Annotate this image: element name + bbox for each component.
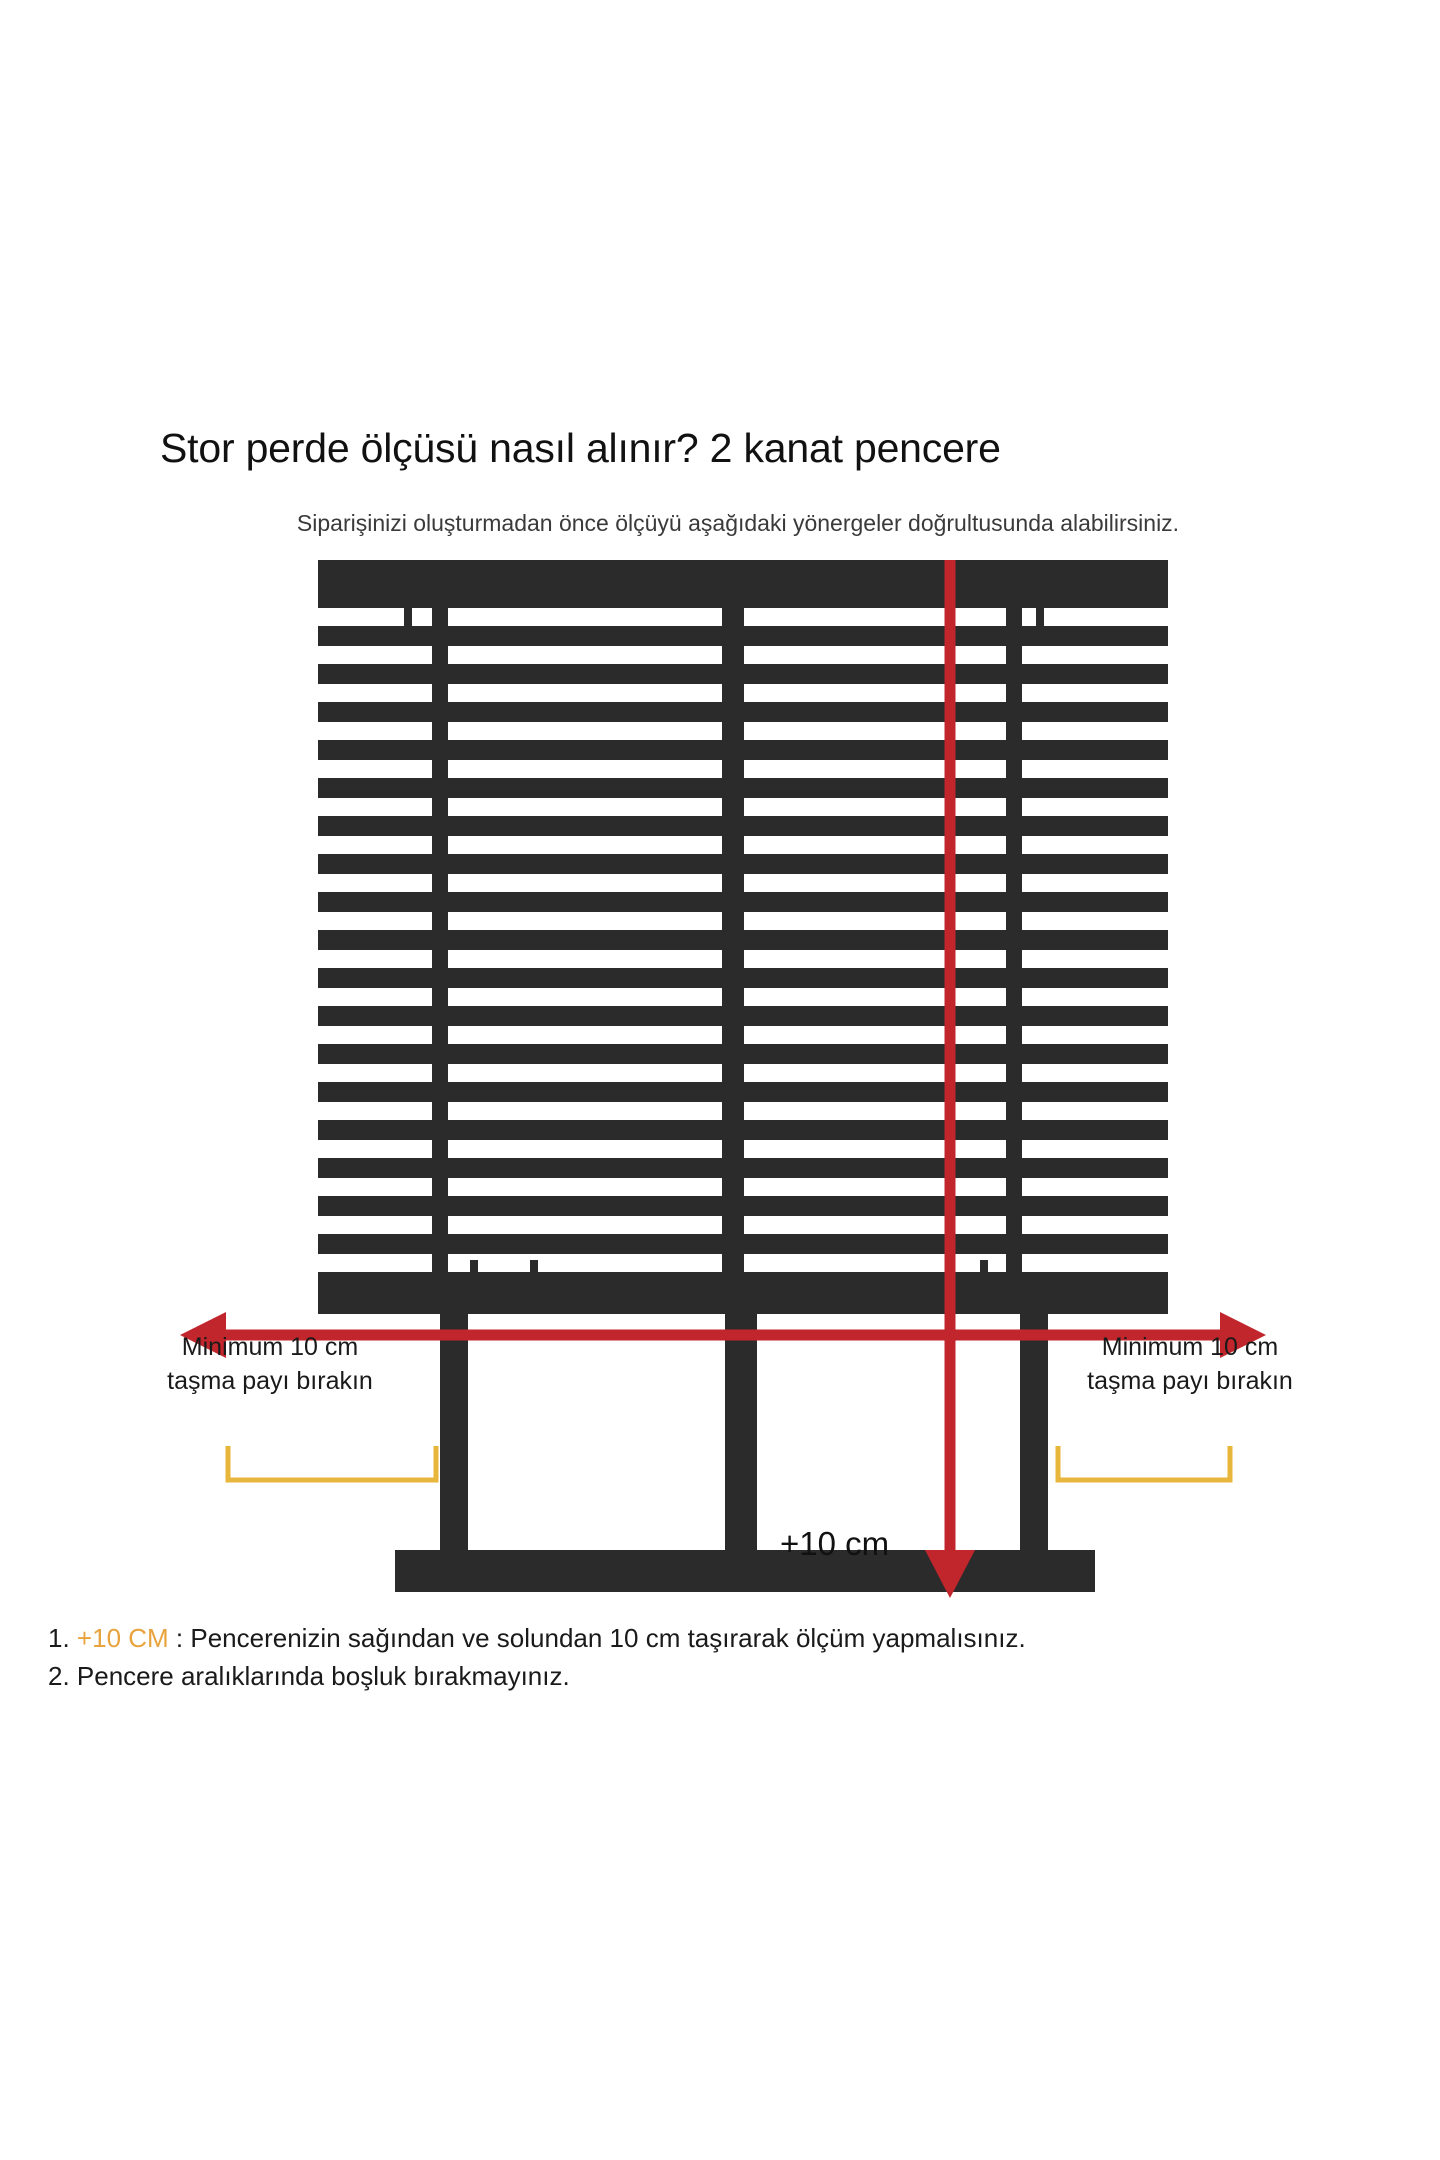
note-1-text: : Pencerenizin sağından ve solundan 10 cm taşırarak ölçüm yapmalısınız.	[168, 1623, 1026, 1653]
left-overhang-label-line1: Minimum 10 cm	[181, 1333, 359, 1361]
window-blind-diagram	[0, 560, 1440, 1620]
left-overhang-label	[120, 1330, 420, 1398]
page-title: Stor perde ölçüsü nasıl alınır? 2 kanat pencere	[160, 425, 1001, 472]
note-1-number: 1.	[48, 1623, 70, 1653]
note-item-1	[48, 1620, 1408, 1658]
left-overhang-label-line2: taşma payı bırakın	[167, 1367, 373, 1395]
bottom-overhang-label: +10 cm	[780, 1525, 890, 1562]
right-overhang-label	[1040, 1330, 1340, 1398]
right-overhang-label-line1: Minimum 10 cm	[1101, 1333, 1279, 1361]
note-1-highlight: +10 CM	[76, 1623, 169, 1653]
right-overhang-label-line2: taşma payı bırakın	[1087, 1367, 1293, 1395]
note-item-2: 2. Pencere aralıklarında boşluk bırakmayınız.	[48, 1660, 570, 1691]
page-subtitle: Siparişinizi oluşturmadan önce ölçüyü aşağıdaki yönergeler doğrultusunda alabilirsiniz.	[296, 510, 1180, 536]
instruction-notes	[48, 1620, 1408, 1695]
window-frame	[395, 1305, 1095, 1592]
